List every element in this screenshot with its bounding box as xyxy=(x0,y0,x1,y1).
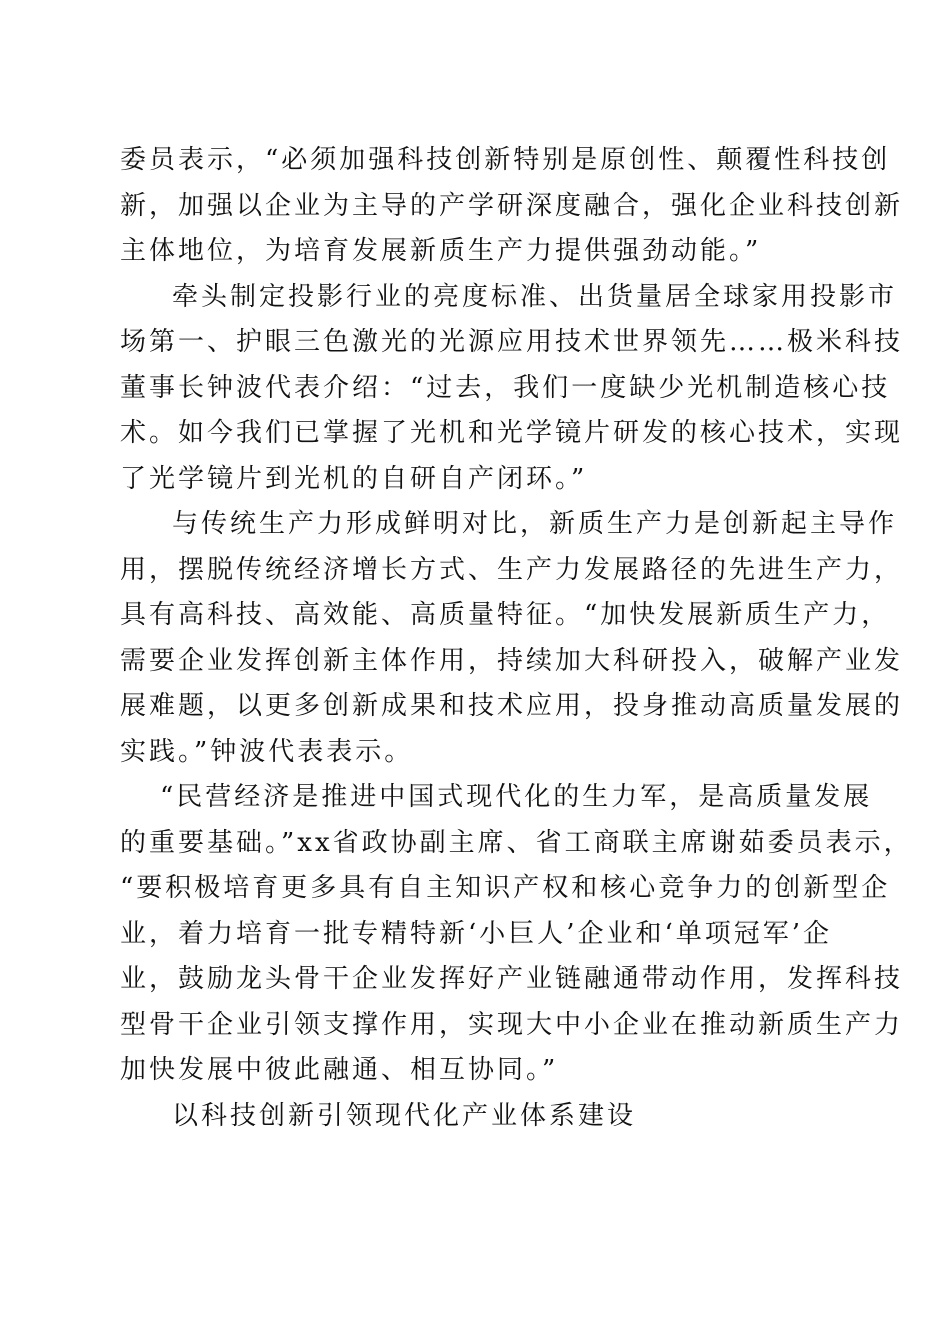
text-line: 用，摆脱传统经济增长方式、生产力发展路径的先进生产力， xyxy=(120,554,904,585)
text-line: 展难题，以更多创新成果和技术应用，投身推动高质量发展的 xyxy=(120,691,904,721)
text-line: 加快发展中彼此融通、相互协同。” xyxy=(120,1055,559,1085)
text-line: 董事长钟波代表介绍：“过去，我们一度缺少光机制造核心技 xyxy=(120,372,891,403)
text-line: 新，加强以企业为主导的产学研深度融合，强化企业科技创新 xyxy=(120,190,904,221)
text-line: 的重要基础。”xx省政协副主席、省工商联主席谢茹委员表示， xyxy=(120,827,913,858)
paragraph-start-line: “民营经济是推进中国式现代化的生力军，是高质量发展 xyxy=(160,782,873,812)
text-line: 场第一、护眼三色激光的光源应用技术世界领先……极米科技 xyxy=(120,327,904,357)
paragraph-start-line: 与传统生产力形成鲜明对比，新质生产力是创新起主导作 xyxy=(172,509,898,539)
text-line: 业，鼓励龙头骨干企业发挥好产业链融通带动作用，发挥科技 xyxy=(120,964,904,994)
body-text xyxy=(120,138,913,1139)
text-line: 委员表示，“必须加强科技创新特别是原创性、颠覆性科技创 xyxy=(120,145,891,175)
text-line: 型骨干企业引领支撑作用，实现大中小企业在推动新质生产力 xyxy=(120,1009,904,1040)
text-line: “要积极培育更多具有自主知识产权和核心竞争力的创新型企 xyxy=(120,873,891,903)
text-line: 主体地位，为培育发展新质生产力提供强劲动能。” xyxy=(120,236,762,266)
text-line: 实践。”钟波代表表示。 xyxy=(120,736,414,767)
paragraph-start-line: 牵头制定投影行业的亮度标准、出货量居全球家用投影市 xyxy=(172,281,898,312)
text-line: 了光学镜片到光机的自研自产闭环。” xyxy=(120,463,588,494)
section-heading: 以科技创新引领现代化产业体系建设 xyxy=(172,1100,637,1131)
text-line: 需要企业发挥创新主体作用，持续加大科研投入，破解产业发 xyxy=(120,645,904,676)
text-line: 业，着力培育一批专精特新‘小巨人’企业和‘单项冠军’企 xyxy=(120,918,833,949)
text-line: 具有高科技、高效能、高质量特征。“加快发展新质生产力， xyxy=(120,600,891,630)
text-line: 术。如今我们已掌握了光机和光学镜片研发的核心技术，实现 xyxy=(120,418,904,448)
